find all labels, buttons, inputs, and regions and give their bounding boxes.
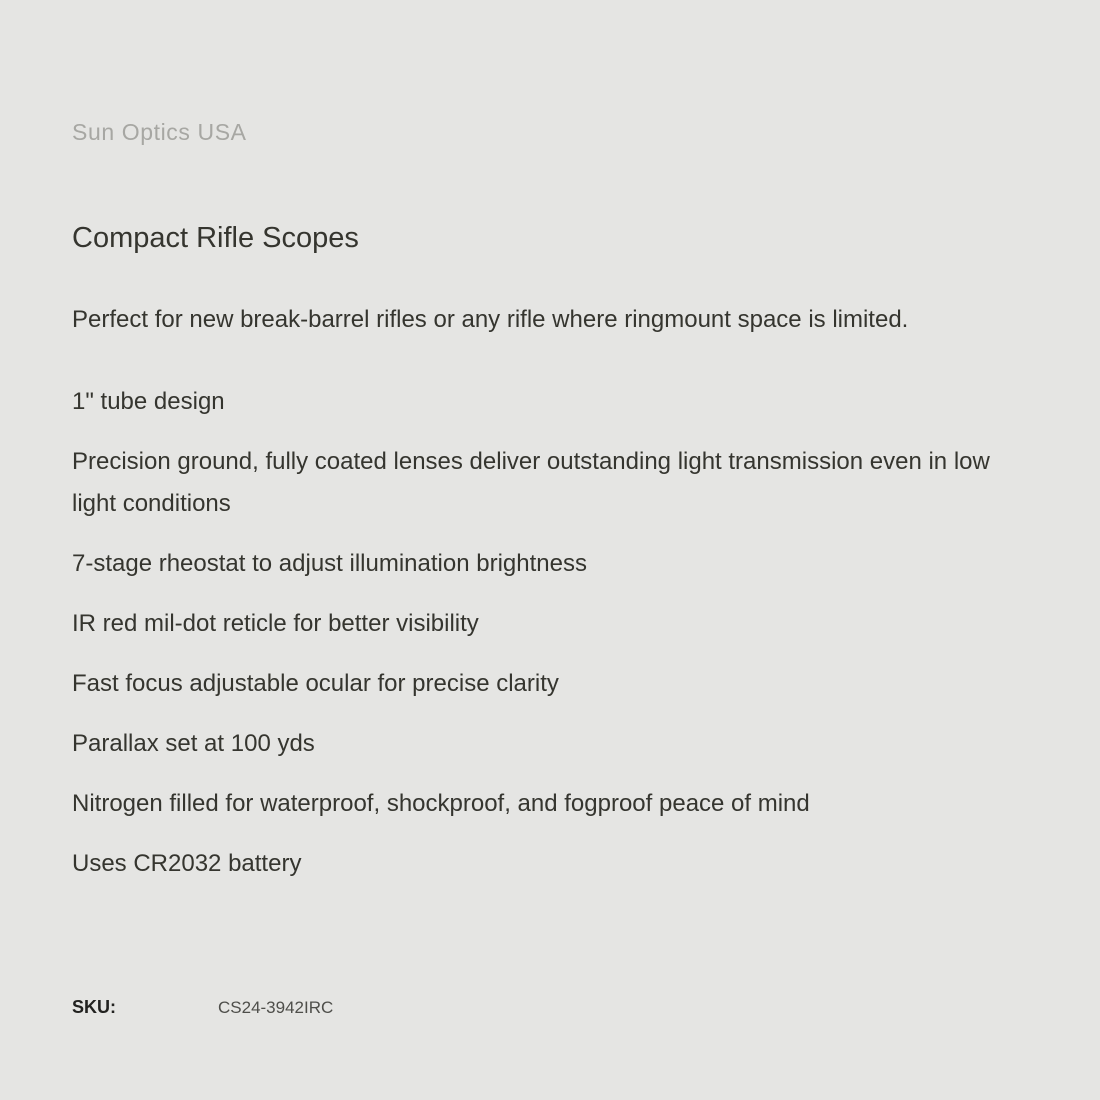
feature-item: IR red mil-dot reticle for better visibility xyxy=(72,610,479,637)
sku-label: SKU: xyxy=(72,997,116,1017)
feature-item: Parallax set at 100 yds xyxy=(72,730,315,757)
feature-item: Fast focus adjustable ocular for precise clarity xyxy=(72,670,559,697)
product-title: Compact Rifle Scopes xyxy=(72,222,359,254)
feature-list xyxy=(72,381,1027,903)
sku-value: CS24-3942IRC xyxy=(218,998,334,1017)
feature-item: Uses CR2032 battery xyxy=(72,850,302,877)
feature-item: Nitrogen filled for waterproof, shockproof, and fogproof peace of mind xyxy=(72,790,810,817)
feature-item: 7-stage rheostat to adjust illumination brightness xyxy=(72,550,587,577)
feature-item: 1" tube design xyxy=(72,388,225,415)
feature-item: Precision ground, fully coated lenses deliver outstanding light transmission even in low light conditions xyxy=(72,448,990,517)
brand-link[interactable]: Sun Optics USA xyxy=(72,119,247,145)
product-intro: Perfect for new break-barrel rifles or any rifle where ringmount space is limited. xyxy=(72,306,909,333)
